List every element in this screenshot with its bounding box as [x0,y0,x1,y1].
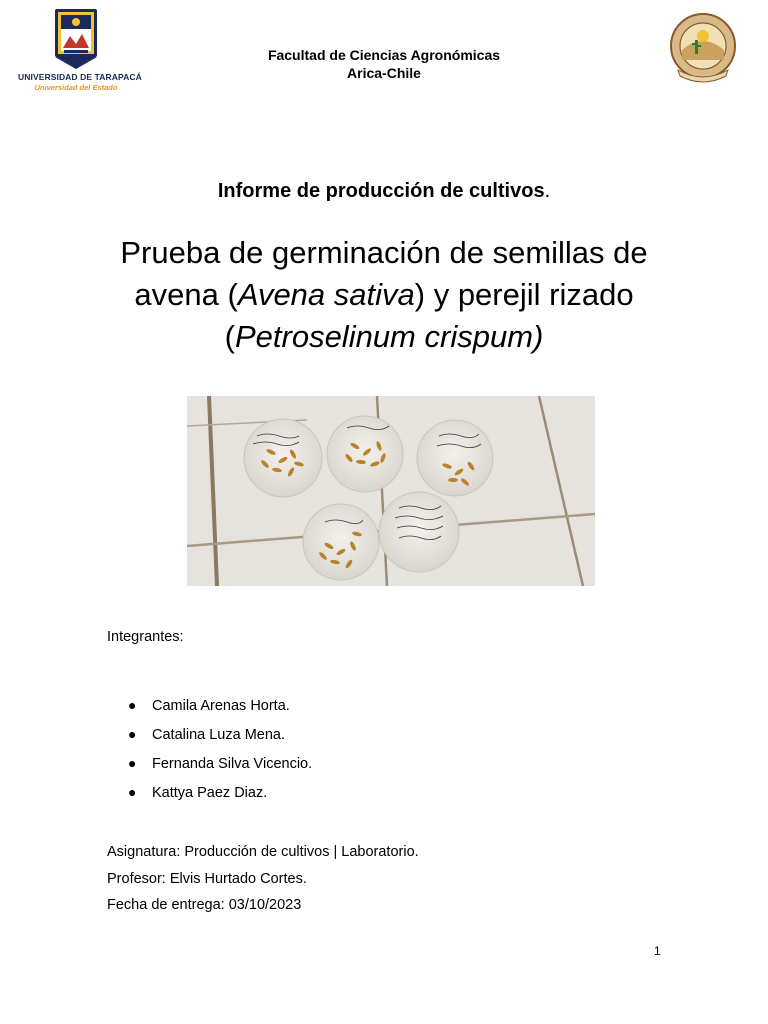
member-name: Fernanda Silva Vicencio. [152,756,313,772]
page-number: 1 [654,944,661,958]
professor-line: Profesor: Elvis Hurtado Cortes. [107,871,307,887]
subject-line: Asignatura: Producción de cultivos | Laboratorio. [107,844,419,860]
bullet-icon: ● [128,726,137,742]
member-name: Catalina Luza Mena. [152,727,285,743]
report-type-punct: . [544,180,551,202]
main-title [110,232,658,358]
title-part-2: ) y perejil rizado ( [224,277,634,354]
bullet-icon: ● [128,755,137,771]
title-part-1: Prueba de germinación de semillas de avena ( [120,235,648,312]
report-type-heading [100,180,668,203]
university-name: UNIVERSIDAD DE TARAPACÁ [18,72,142,82]
title-species-oat: Avena sativa [237,277,415,312]
member-name: Camila Arenas Horta. [152,698,290,714]
member-name: Kattya Paez Diaz. [152,785,268,801]
university-shield-icon [54,8,98,70]
university-logo [18,8,142,98]
due-date-line: Fecha de entrega: 03/10/2023 [107,897,302,913]
bullet-icon: ● [128,697,137,713]
faculty-name: Facultad de Ciencias Agronómicas [267,47,501,63]
header-text [200,46,568,82]
location: Arica-Chile [347,65,421,81]
faculty-seal-icon [670,10,736,86]
members-label: Integrantes: [107,629,184,645]
title-species-parsley: Petroselinum crispum) [234,319,544,354]
seed-germination-photo [187,396,595,586]
bullet-icon: ● [128,784,137,800]
report-type: Informe de producción de cultivos [217,180,545,202]
university-subtitle: Universidad del Estado [34,83,118,92]
